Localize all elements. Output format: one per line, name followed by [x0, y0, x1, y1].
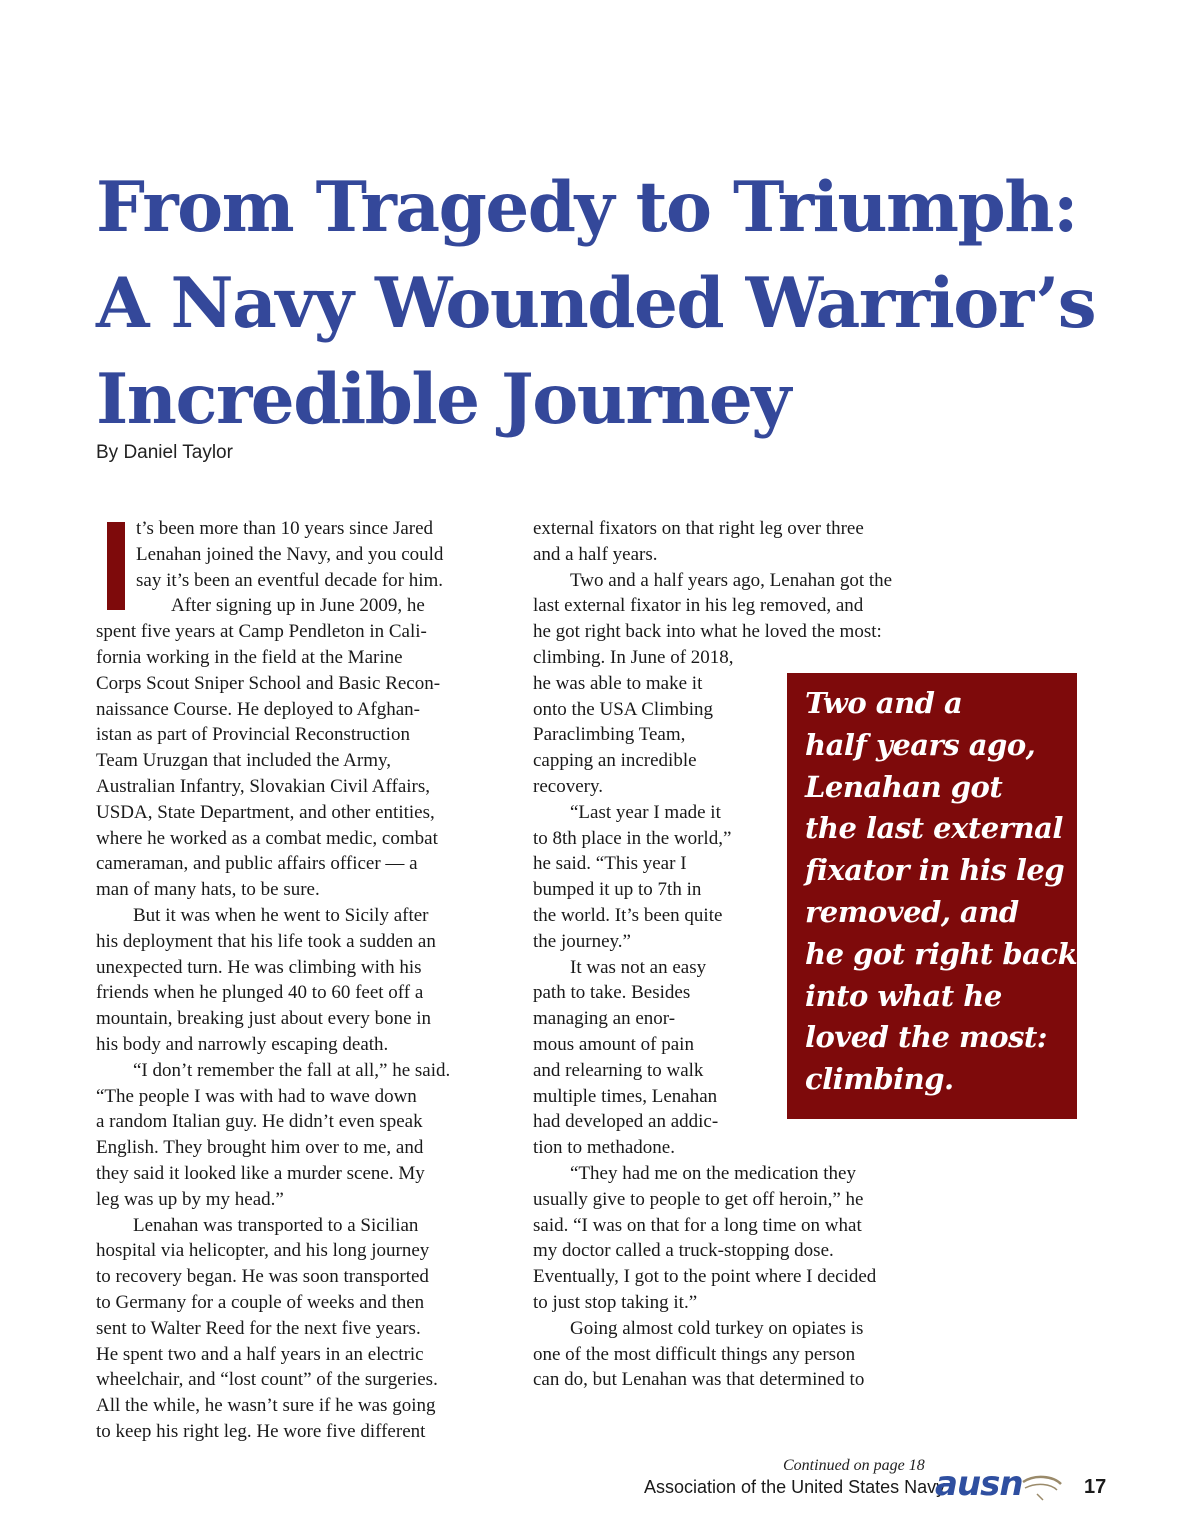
pull-quote-line: the last external	[805, 811, 1063, 846]
body-line: to just stop taking it.”	[533, 1291, 698, 1313]
ausn-logo	[935, 1464, 1075, 1508]
body-line: to keep his right leg. He wore five different	[96, 1420, 426, 1442]
pull-quote-line: climbing.	[805, 1062, 954, 1097]
body-line: usually give to people to get off heroin,” he	[533, 1188, 864, 1210]
body-line: had developed an addic-	[533, 1111, 719, 1133]
body-line: path to take. Besides	[533, 982, 691, 1004]
pull-quote-line: removed, and	[805, 894, 1019, 929]
body-line: mountain, breaking just about every bone in	[96, 1008, 432, 1030]
pull-quote-line: half years ago,	[805, 727, 1036, 762]
title-line: Incredible Journey	[96, 359, 790, 440]
body-line: mous amount of pain	[533, 1033, 694, 1055]
body-line: the journey.”	[533, 930, 631, 952]
body-line: man of many hats, to be sure.	[96, 879, 320, 901]
body-line: All the while, he wasn’t sure if he was going	[96, 1395, 436, 1417]
pull-quote-line: loved the most:	[805, 1020, 1048, 1055]
pull-quote-text	[805, 683, 1078, 1101]
body-line: Lenahan joined the Navy, and you could	[136, 543, 444, 565]
body-line: to 8th place in the world,”	[533, 827, 732, 849]
body-line: unexpected turn. He was climbing with his	[96, 956, 422, 978]
body-line: Paraclimbing Team,	[533, 724, 686, 746]
body-line: managing an enor-	[533, 1008, 676, 1030]
body-line: istan as part of Provincial Reconstruction	[96, 724, 410, 746]
body-line: Corps Scout Sniper School and Basic Recon-	[96, 672, 441, 694]
body-line: onto the USA Climbing	[533, 698, 713, 720]
body-line: where he worked as a combat medic, combat	[96, 827, 438, 849]
body-line: tion to methadone.	[533, 1137, 675, 1159]
footer-organization: Association of the United States Navy	[644, 1477, 946, 1497]
pull-quote-line: he got right back	[805, 936, 1078, 971]
body-line: my doctor called a truck-stopping dose.	[533, 1240, 834, 1262]
body-line: his deployment that his life took a sudden an	[96, 930, 436, 952]
body-line: Going almost cold turkey on opiates is	[570, 1317, 864, 1339]
body-line: one of the most difficult things any person	[533, 1343, 856, 1365]
body-line: he was able to make it	[533, 672, 703, 694]
body-line: “I don’t remember the fall at all,” he said.	[133, 1059, 451, 1081]
body-line: After signing up in June 2009, he	[171, 595, 425, 617]
body-line: can do, but Lenahan was that determined to	[533, 1369, 865, 1391]
body-line: bumped it up to 7th in	[533, 879, 702, 901]
body-line: climbing. In June of 2018,	[533, 646, 734, 668]
byline: By Daniel Taylor	[96, 442, 233, 463]
pull-quote-line: Lenahan got	[805, 769, 1003, 804]
body-line: Eventually, I got to the point where I decided	[533, 1266, 877, 1288]
body-line: “Last year I made it	[570, 801, 721, 823]
body-line: multiple times, Lenahan	[533, 1085, 718, 1107]
body-line: hospital via helicopter, and his long journey	[96, 1240, 430, 1262]
body-line: friends when he plunged 40 to 60 feet off a	[96, 982, 424, 1004]
body-line: last external fixator in his leg removed, and	[533, 595, 864, 617]
body-line: “The people I was with had to wave down	[96, 1085, 417, 1107]
body-line: USDA, State Department, and other entities,	[96, 801, 435, 823]
body-line: a random Italian guy. He didn’t even speak	[96, 1111, 423, 1133]
body-line: He spent two and a half years in an electric	[96, 1343, 424, 1365]
body-column-left	[96, 516, 496, 1445]
body-line: to recovery began. He was soon transported	[96, 1266, 429, 1288]
pull-quote-line: Two and a	[805, 686, 963, 720]
body-line: It was not an easy	[570, 956, 707, 978]
body-line: leg was up by my head.”	[96, 1188, 284, 1210]
article-title	[96, 160, 1116, 448]
body-line: spent five years at Camp Pendleton in Cali-	[96, 621, 427, 643]
title-line: From Tragedy to Triumph:	[96, 167, 1077, 248]
body-line: wheelchair, and “lost count” of the surgeries.	[96, 1369, 438, 1391]
body-line: to Germany for a couple of weeks and then	[96, 1291, 425, 1313]
title-line: A Navy Wounded Warrior’s	[96, 263, 1096, 344]
page-number: 17	[1084, 1476, 1107, 1498]
body-line: “They had me on the medication they	[570, 1162, 856, 1184]
body-line: and a half years.	[533, 543, 658, 565]
body-line: say it’s been an eventful decade for him.	[136, 569, 444, 591]
body-line: Team Uruzgan that included the Army,	[96, 750, 392, 772]
body-line: Australian Infantry, Slovakian Civil Affairs,	[96, 775, 431, 797]
body-line: external fixators on that right leg over three	[533, 518, 864, 539]
body-line: fornia working in the field at the Marine	[96, 646, 403, 668]
body-line: said. “I was on that for a long time on what	[533, 1214, 862, 1236]
continued-note: Continued on page 18	[783, 1457, 925, 1474]
body-line: Two and a half years ago, Lenahan got the	[570, 569, 893, 591]
body-line: But it was when he went to Sicily after	[133, 904, 429, 926]
body-line: English. They brought him over to me, and	[96, 1137, 424, 1159]
body-line: his body and narrowly escaping death.	[96, 1033, 389, 1055]
body-line: capping an incredible	[533, 750, 697, 772]
logo-wordmark: ausn	[935, 1464, 1023, 1504]
pull-quote-line: fixator in his leg	[805, 853, 1065, 888]
pull-quote-line: into what he	[805, 978, 1002, 1013]
body-line: Lenahan was transported to a Sicilian	[133, 1214, 419, 1236]
body-line: the world. It’s been quite	[533, 904, 723, 926]
body-line: t’s been more than 10 years since Jared	[136, 518, 434, 539]
body-line: cameraman, and public affairs officer — a	[96, 853, 418, 875]
pull-quote-box	[787, 673, 1077, 1119]
body-line: sent to Walter Reed for the next five years.	[96, 1317, 421, 1339]
body-line: they said it looked like a murder scene. My	[96, 1162, 425, 1184]
body-line: he said. “This year I	[533, 853, 687, 875]
body-line: he got right back into what he loved the most:	[533, 621, 882, 643]
logo-swoosh-icon	[995, 1468, 1075, 1508]
body-line: recovery.	[533, 775, 603, 797]
body-line: naissance Course. He deployed to Afghan-	[96, 698, 420, 720]
body-line: and relearning to walk	[533, 1059, 704, 1081]
